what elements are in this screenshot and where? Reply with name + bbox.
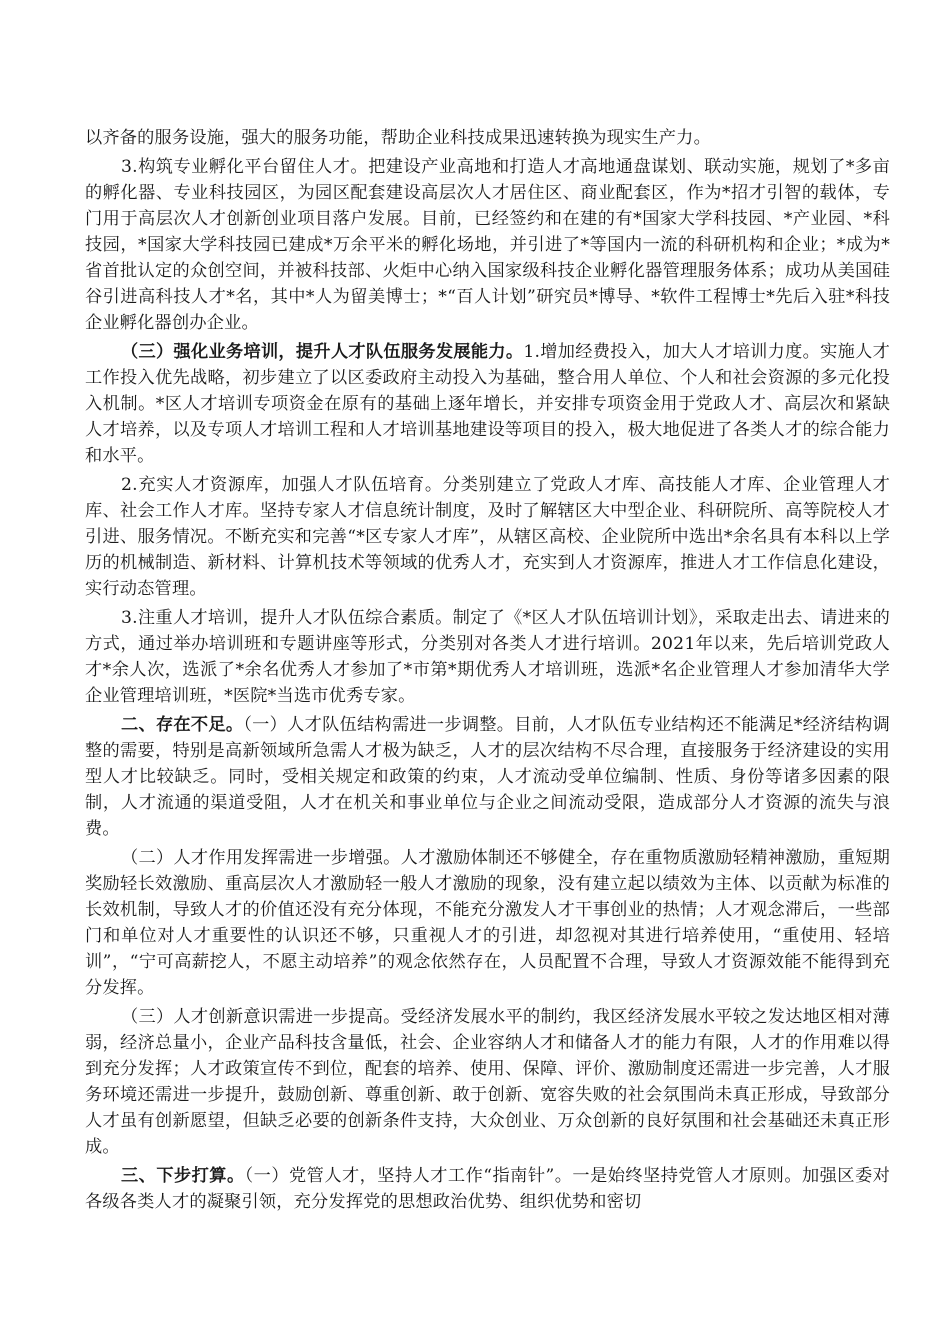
paragraph-8: （三）人才创新意识需进一步提高。受经济发展水平的制约，我区经济发展水平较之发达地区相对薄弱，经济总量小，企业产品科技含量低，社会、企业容纳人才和储备人才的能力有限，人才的作用难以得到充分发挥；人才政策宣传不到位，配套的培养、使用、保障、评价、激励制度还需进一步完善，人才服务环境还需进一步提升，鼓励创新、尊重创新、敢于创新、宽容失败的社会氛围尚未真正形成，导致部分人才虽有创新愿望，但缺乏必要的创新条件支持，大众创业、万众创新的良好氛围和社会基础还未真正形成。 bbox=[85, 1007, 890, 1157]
paragraph-4: 2.充实人才资源库，加强人才队伍培育。分类别建立了党政人才库、高技能人才库、企业管理人才库、社会工作人才库。坚持专家人才信息统计制度，及时了解辖区大中型企业、科研院所、高等院校人才引进、服务情况。不断充实和完善“*区专家人才库”，从辖区高校、企业院所中选出*余名具有本科以上学历的机械制造、新材料、计算机技术等领域的优秀人才，充实到人才资源库，推进人才工作信息化建设，实行动态管理。 bbox=[85, 475, 890, 599]
paragraph-5: 3.注重人才培训，提升人才队伍综合素质。制定了《*区人才队伍培训计划》，采取走出去、请进来的方式，通过举办培训班和专题讲座等形式，分类别对各类人才进行培训。2021年以来，先后培训党政人才*余人次，选派了*余名优秀人才参加了*市第*期优秀人才培训班，选派*名企业管理人才参加清华大学企业管理培训班，*医院*当选市优秀专家。 bbox=[85, 608, 890, 706]
paragraph-6: 二、存在不足。（一）人才队伍结构需进一步调整。目前，人才队伍专业结构还不能满足*经济结构调整的需要，特别是高新领域所急需人才极为缺乏，人才的层次结构不尽合理，直接服务于经济建设的实用型人才比较缺乏。同时，受相关规定和政策的约束，人才流动受单位编制、性质、身份等诸多因素的限制，人才流通的渠道受阻，人才在机关和事业单位与企业之间流动受限，造成部分人才资源的流失与浪费。 bbox=[85, 715, 890, 839]
paragraph-7: （二）人才作用发挥需进一步增强。人才激励体制还不够健全，存在重物质激励轻精神激励，重短期奖励轻长效激励、重高层次人才激励轻一般人才激励的现象，没有建立起以绩效为主体、以贡献为标准的长效机制，导致人才的价值还没有充分体现，不能充分激发人才干事创业的热情；人才观念滞后，一些部门和单位对人才重要性的认识还不够，只重视人才的引进，却忽视对其进行培养使用，“重使用、轻培训”，“宁可高薪挖人，不愿主动培养”的观念依然存在，人员配置不合理，导致人才资源效能不能得到充分发挥。 bbox=[85, 848, 890, 998]
paragraph-3: （三）强化业务培训，提升人才队伍服务发展能力。1.增加经费投入，加大人才培训力度。实施人才工作投入优先战略，初步建立了以区委政府主动投入为基础，整合用人单位、个人和社会资源的多元化投入机制。*区人才培训专项资金在原有的基础上逐年增长，并安排专项资金用于党政人才、高层次和紧缺人才培养，以及专项人才培训工程和人才培训基地建设等项目的投入，极大地促进了各类人才的综合能力和水平。 bbox=[85, 342, 890, 466]
paragraph-2: 3.构筑专业孵化平台留住人才。把建设产业高地和打造人才高地通盘谋划、联动实施，规划了*多亩的孵化器、专业科技园区，为园区配套建设高层次人才居住区、商业配套区，作为*招才引智的载体，专门用于高层次人才创新创业项目落户发展。目前，已经签约和在建的有*国家大学科技园、*产业园、*科技园，*国家大学科技园已建成*万余平米的孵化场地，并引进了*等国内一流的科研机构和企业；*成为*省首批认定的众创空间，并被科技部、火炬中心纳入国家级科技企业孵化器管理服务体系；成功从美国硅谷引进高科技人才*名，其中*人为留美博士；*“百人计划”研究员*博导、*软件工程博士*先后入驻*科技企业孵化器创办企业。 bbox=[85, 157, 890, 333]
paragraph-9: 三、下步打算。（一）党管人才，坚持人才工作“指南针”。一是始终坚持党管人才原则。加强区委对各级各类人才的凝聚引领，充分发挥党的思想政治优势、组织优势和密切 bbox=[85, 1166, 891, 1212]
section-heading: （三）强化业务培训，提升人才队伍服务发展能力。 bbox=[121, 342, 524, 362]
paragraph-1: 以齐备的服务设施，强大的服务功能，帮助企业科技成果迅速转换为现实生产力。 bbox=[85, 128, 711, 148]
section-heading: 三、下步打算。 bbox=[121, 1166, 245, 1186]
section-heading: 二、存在不足。 bbox=[121, 715, 244, 735]
